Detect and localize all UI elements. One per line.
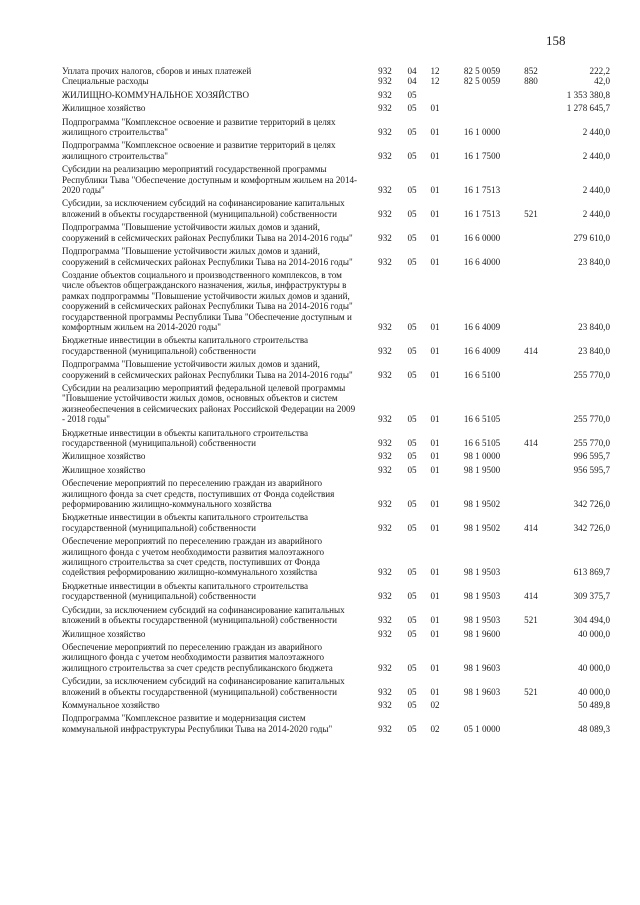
table-row <box>62 509 610 533</box>
row-target-article: 98 1 9502 <box>463 499 501 510</box>
row-section: 05 <box>407 414 417 425</box>
table-row <box>62 425 610 449</box>
row-grbs: 932 <box>378 232 392 243</box>
row-amount: 23 840,0 <box>578 256 610 267</box>
row-name: Коммунальное хозяйство <box>62 699 160 710</box>
row-amount: 2 440,0 <box>582 150 610 161</box>
row-subsection: 01 <box>430 567 440 578</box>
row-section: 05 <box>407 369 417 380</box>
row-name: Подпрограмма "Комплексное развитие и модернизация систем коммунальной инфраструктуры Республики Тыва на 2014-2020 годы" <box>62 713 333 734</box>
row-target-article: 16 1 7513 <box>463 185 501 196</box>
table-row <box>62 219 610 243</box>
row-name: Создание объектов социального и производственного комплексов, в том числе объектов общегражданского назначения, жилья, инфраструктуры в рамках подпрограммы "Повышение устойчивости жилых домов и зданий, сооружений в сейсмических районах Республики Тыва на 2014-2016 годы" государственной программы Республики Тыва "Обеспечение доступным и комфортным жильем на 2014-2020 годы" <box>62 269 353 332</box>
row-expense-type <box>518 137 544 161</box>
row-amount: 40 000,0 <box>578 628 610 639</box>
row-section: 05 <box>407 345 417 356</box>
row-target-article: 16 1 7500 <box>463 150 501 161</box>
row-section: 05 <box>407 451 417 462</box>
table-row <box>62 639 610 673</box>
row-name: Подпрограмма "Повышение устойчивости жилых домов и зданий, сооружений в сейсмических районах Республики Тыва на 2014-2016 годы" <box>62 246 353 267</box>
row-grbs: 932 <box>378 451 392 462</box>
page-number: 158 <box>546 33 566 48</box>
table-row <box>62 673 610 697</box>
row-amount: 255 770,0 <box>573 414 610 425</box>
row-subsection: 01 <box>430 208 440 219</box>
row-grbs: 932 <box>378 103 392 114</box>
row-section: 05 <box>407 438 417 448</box>
row-subsection: 01 <box>430 615 440 626</box>
row-subsection: 01 <box>430 451 440 462</box>
row-grbs: 932 <box>378 66 392 76</box>
row-name: Бюджетные инвестиции в объекты капитального строительства государственной (муниципальной) собственности <box>62 512 309 533</box>
row-subsection: 12 <box>430 66 440 76</box>
table-row <box>62 533 610 578</box>
row-section: 05 <box>407 686 417 697</box>
row-amount: 279 610,0 <box>573 232 610 243</box>
row-subsection: 02 <box>430 699 440 710</box>
row-target-article: 16 6 0000 <box>463 232 501 243</box>
row-grbs: 932 <box>378 89 392 100</box>
row-section: 05 <box>407 499 417 510</box>
row-grbs: 932 <box>378 662 392 673</box>
row-name: Обеспечение мероприятий по переселению граждан из аварийного жилищного фонда за счет средств, поступивших от Фонда содействия реформированию жилищно-коммунального хозяйства <box>62 478 335 510</box>
table-row <box>62 578 610 602</box>
row-section: 04 <box>407 76 417 87</box>
row-expense-type <box>518 639 544 673</box>
row-name: Подпрограмма "Комплексное освоение и развитие территорий в целях жилищного строительства" <box>62 140 336 161</box>
row-grbs: 932 <box>378 686 392 697</box>
row-target-article: 98 1 9500 <box>463 464 501 475</box>
row-subsection: 01 <box>430 464 440 475</box>
row-target-article: 82 5 0059 <box>463 76 501 87</box>
row-subsection: 01 <box>430 414 440 425</box>
row-expense-type <box>518 243 544 267</box>
row-section: 05 <box>407 127 417 138</box>
row-amount: 309 375,7 <box>573 591 610 602</box>
row-expense-type <box>518 267 544 332</box>
row-subsection: 01 <box>430 686 440 697</box>
row-name: Жилищное хозяйство <box>62 103 146 114</box>
row-target-article: 98 1 0000 <box>463 451 501 462</box>
row-name: Субсидии, за исключением субсидий на софинансирование капитальных вложений в объекты государственной (муниципальной) собственности <box>62 676 345 697</box>
table-row <box>62 76 610 86</box>
row-grbs: 932 <box>378 628 392 639</box>
table-row <box>62 697 610 710</box>
row-grbs: 932 <box>378 76 392 87</box>
row-section: 05 <box>407 662 417 673</box>
row-section: 05 <box>407 567 417 578</box>
row-amount: 255 770,0 <box>573 438 610 448</box>
row-target-article <box>446 697 518 710</box>
table-row <box>62 626 610 639</box>
row-amount: 40 000,0 <box>578 686 610 697</box>
row-section: 05 <box>407 628 417 639</box>
row-expense-type: 414 <box>524 345 538 356</box>
row-name: Подпрограмма "Повышение устойчивости жилых домов и зданий, сооружений в сейсмических районах Республики Тыва на 2014-2016 годы" <box>62 222 353 243</box>
row-section: 05 <box>407 150 417 161</box>
row-target-article: 98 1 9503 <box>463 591 501 602</box>
row-grbs: 932 <box>378 208 392 219</box>
row-expense-type <box>518 462 544 475</box>
row-target-article: 16 6 4009 <box>463 321 501 332</box>
row-name: Субсидии, за исключением субсидий на софинансирование капитальных вложений в объекты государственной (муниципальной) собственности <box>62 198 345 219</box>
row-section: 05 <box>407 522 417 533</box>
row-amount: 956 595,7 <box>573 464 610 475</box>
row-name: Жилищное хозяйство <box>62 628 146 639</box>
row-grbs: 932 <box>378 499 392 510</box>
row-subsection: 01 <box>430 345 440 356</box>
row-grbs: 932 <box>378 464 392 475</box>
row-amount: 2 440,0 <box>582 208 610 219</box>
row-expense-type <box>518 626 544 639</box>
row-expense-type <box>518 100 544 113</box>
table-row <box>62 332 610 356</box>
row-subsection: 01 <box>430 232 440 243</box>
table-row <box>62 66 610 76</box>
row-section: 05 <box>407 232 417 243</box>
budget-table <box>62 66 610 734</box>
table-row <box>62 243 610 267</box>
table-row <box>62 161 610 195</box>
row-grbs: 932 <box>378 369 392 380</box>
row-target-article: 16 6 4000 <box>463 256 501 267</box>
row-subsection: 01 <box>430 499 440 510</box>
row-subsection: 02 <box>430 723 440 734</box>
row-expense-type <box>518 356 544 380</box>
row-expense-type <box>518 114 544 138</box>
table-row <box>62 380 610 425</box>
row-amount: 23 840,0 <box>578 345 610 356</box>
row-expense-type <box>518 697 544 710</box>
row-name: Специальные расходы <box>62 76 149 87</box>
row-grbs: 932 <box>378 127 392 138</box>
table-row <box>62 114 610 138</box>
row-target-article: 16 6 5105 <box>463 438 501 448</box>
table-row <box>62 710 610 734</box>
row-section: 05 <box>407 256 417 267</box>
row-section: 05 <box>407 723 417 734</box>
row-name: Обеспечение мероприятий по переселению граждан из аварийного жилищного фонда с учетом необходимости развития малоэтажного жилищного строительства за счет средств, поступивших от Фонда содействия реформированию жилищно-коммунального хозяйства <box>62 536 325 578</box>
row-subsection: 01 <box>430 369 440 380</box>
row-grbs: 932 <box>378 591 392 602</box>
row-name: Бюджетные инвестиции в объекты капитального строительства государственной (муниципальной) собственности <box>62 427 309 448</box>
row-amount: 2 440,0 <box>582 185 610 196</box>
row-section: 04 <box>407 66 417 76</box>
row-subsection: 01 <box>430 628 440 639</box>
row-target-article: 98 1 9603 <box>463 686 501 697</box>
budget-table-body <box>62 66 610 734</box>
row-section: 05 <box>407 103 417 114</box>
row-name: Субсидии на реализацию мероприятий федеральной целевой программы "Повышение устойчивости жилых домов, основных объектов и систем жизнеобеспечения в сейсмических районах Российской Федерации на 2009 - 2018 годы" <box>62 382 356 425</box>
row-target-article <box>446 100 518 113</box>
row-grbs: 932 <box>378 414 392 425</box>
row-grbs: 932 <box>378 185 392 196</box>
row-expense-type: 521 <box>524 686 538 697</box>
row-expense-type: 414 <box>524 438 538 448</box>
table-row <box>62 267 610 332</box>
row-target-article: 98 1 9603 <box>463 662 501 673</box>
row-grbs: 932 <box>378 522 392 533</box>
row-target-article: 16 6 5100 <box>463 369 501 380</box>
row-target-article: 82 5 0059 <box>463 66 501 76</box>
row-expense-type <box>518 448 544 461</box>
row-target-article: 16 6 5105 <box>463 414 501 425</box>
row-grbs: 932 <box>378 150 392 161</box>
row-target-article: 98 1 9600 <box>463 628 501 639</box>
row-amount: 50 489,8 <box>578 699 610 710</box>
row-grbs: 932 <box>378 567 392 578</box>
row-name: Обеспечение мероприятий по переселению граждан из аварийного жилищного фонда с учетом необходимости развития малоэтажного жилищного строительства за счет средств республиканского бюджета <box>62 641 333 673</box>
table-row <box>62 602 610 626</box>
row-section: 05 <box>407 208 417 219</box>
row-amount: 996 595,7 <box>573 451 610 462</box>
row-grbs: 932 <box>378 345 392 356</box>
table-row <box>62 87 610 100</box>
row-grbs: 932 <box>378 438 392 448</box>
row-name: Жилищное хозяйство <box>62 451 146 462</box>
table-row <box>62 137 610 161</box>
row-subsection: 01 <box>430 438 440 448</box>
row-grbs: 932 <box>378 615 392 626</box>
row-section: 05 <box>407 185 417 196</box>
row-name: Подпрограмма "Комплексное освоение и развитие территорий в целях жилищного строительства" <box>62 116 336 138</box>
row-expense-type: 414 <box>524 522 538 533</box>
row-amount: 304 494,0 <box>573 615 610 626</box>
row-amount: 342 726,0 <box>573 522 610 533</box>
table-row <box>62 462 610 475</box>
row-grbs: 932 <box>378 256 392 267</box>
table-row <box>62 475 610 509</box>
row-amount: 255 770,0 <box>573 369 610 380</box>
row-subsection: 01 <box>430 522 440 533</box>
table-row <box>62 195 610 219</box>
row-subsection <box>424 87 446 100</box>
row-name: ЖИЛИЩНО-КОММУНАЛЬНОЕ ХОЗЯЙСТВО <box>62 89 250 100</box>
row-expense-type <box>518 475 544 509</box>
row-expense-type <box>518 161 544 195</box>
row-name: Бюджетные инвестиции в объекты капитального строительства государственной (муниципальной) собственности <box>62 580 309 602</box>
row-expense-type: 521 <box>524 615 538 626</box>
table-row <box>62 448 610 461</box>
row-target-article: 98 1 9503 <box>463 567 501 578</box>
row-subsection: 01 <box>430 103 440 114</box>
row-amount: 613 869,7 <box>573 567 610 578</box>
row-target-article: 05 1 0000 <box>463 723 501 734</box>
row-name: Подпрограмма "Повышение устойчивости жилых домов и зданий, сооружений в сейсмических районах Республики Тыва на 2014-2016 годы" <box>62 359 353 380</box>
row-amount: 40 000,0 <box>578 662 610 673</box>
row-target-article: 16 6 4009 <box>463 345 501 356</box>
row-name: Жилищное хозяйство <box>62 464 146 475</box>
row-expense-type <box>518 219 544 243</box>
row-amount: 1 353 380,8 <box>566 89 610 100</box>
row-subsection: 01 <box>430 591 440 602</box>
row-amount: 23 840,0 <box>578 321 610 332</box>
row-grbs: 932 <box>378 321 392 332</box>
table-row <box>62 356 610 380</box>
row-amount: 342 726,0 <box>573 499 610 510</box>
row-subsection: 01 <box>430 127 440 138</box>
row-expense-type <box>518 710 544 734</box>
row-subsection: 12 <box>430 76 440 87</box>
row-amount: 222,2 <box>589 66 610 76</box>
row-target-article: 98 1 9503 <box>463 615 501 626</box>
row-amount: 42,0 <box>594 76 610 87</box>
row-expense-type: 852 <box>524 66 538 76</box>
row-subsection: 01 <box>430 662 440 673</box>
row-target-article: 98 1 9502 <box>463 522 501 533</box>
row-grbs: 932 <box>378 699 392 710</box>
row-section: 05 <box>407 89 417 100</box>
row-expense-type: 521 <box>524 208 538 219</box>
row-subsection: 01 <box>430 150 440 161</box>
table-row <box>62 100 610 113</box>
row-expense-type <box>518 533 544 578</box>
row-subsection: 01 <box>430 321 440 332</box>
row-name: Уплата прочих налогов, сборов и иных платежей <box>62 66 252 76</box>
row-amount: 2 440,0 <box>582 127 610 138</box>
row-section: 05 <box>407 464 417 475</box>
row-amount: 1 278 645,7 <box>566 103 610 114</box>
row-amount: 48 089,3 <box>578 723 610 734</box>
row-expense-type: 880 <box>524 76 538 87</box>
row-target-article <box>446 87 518 100</box>
row-expense-type <box>518 87 544 100</box>
row-name: Бюджетные инвестиции в объекты капитального строительства государственной (муниципальной) собственности <box>62 335 309 356</box>
row-target-article: 16 1 0000 <box>463 127 501 138</box>
row-section: 05 <box>407 591 417 602</box>
row-name: Субсидии на реализацию мероприятий государственной программы Республики Тыва "Обеспечение доступным и комфортным жильем на 2014-2020 годы" <box>62 164 358 196</box>
row-section: 05 <box>407 321 417 332</box>
row-grbs: 932 <box>378 723 392 734</box>
row-expense-type <box>518 380 544 425</box>
row-name: Субсидии, за исключением субсидий на софинансирование капитальных вложений в объекты государственной (муниципальной) собственности <box>62 604 345 626</box>
row-expense-type: 414 <box>524 591 538 602</box>
row-section: 05 <box>407 615 417 626</box>
row-subsection: 01 <box>430 185 440 196</box>
row-target-article: 16 1 7513 <box>463 208 501 219</box>
row-subsection: 01 <box>430 256 440 267</box>
row-section: 05 <box>407 699 417 710</box>
